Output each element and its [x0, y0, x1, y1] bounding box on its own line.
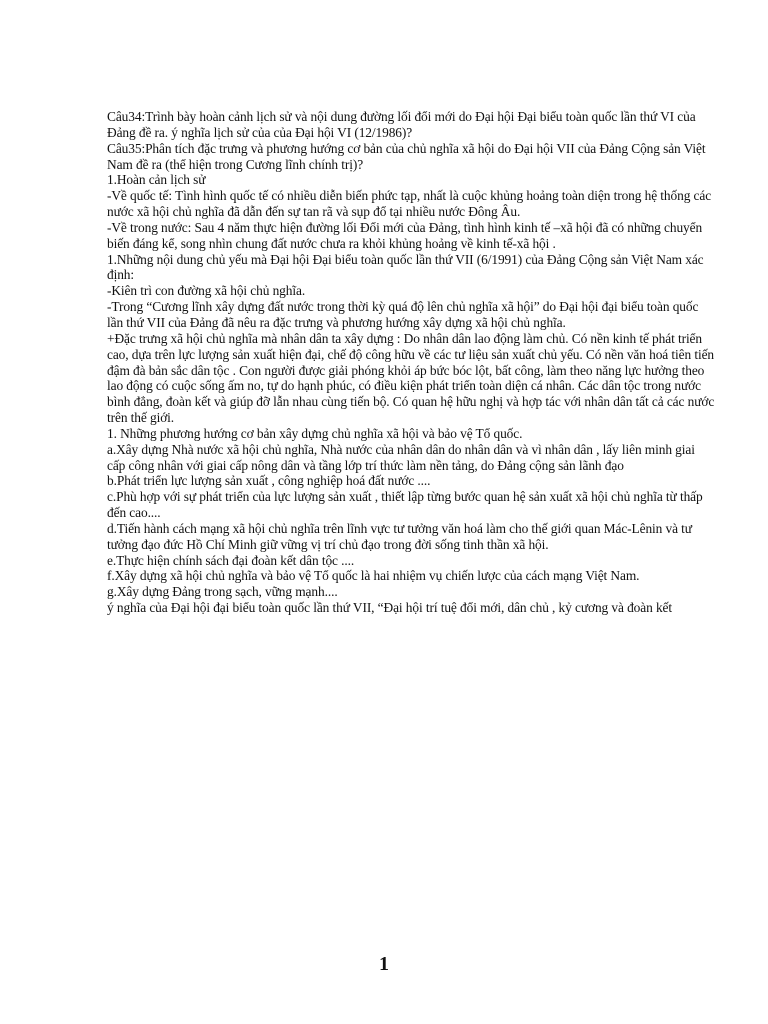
direction-item-g: g.Xây dựng Đảng trong sạch, vững mạnh.... — [107, 584, 338, 600]
question-34: Câu34:Trình bày hoàn cảnh lịch sử và nội dung đường lối đổi mới do Đại hội Đại biểu toàn quốc lần thứ VI của Đảng đề ra. ý nghĩa lịch sử của của Đại hội VI (12/1986)? — [107, 109, 696, 140]
paragraph-characteristics: +Đặc trưng xã hội chủ nghĩa mà nhân dân ta xây dựng : Do nhân dân lao động làm chủ. Có nền kinh tế phát triển cao, dựa trên lực lượng sản xuất hiện đại, chế độ công hữu về các tư liệu sản xuất chủ yếu. Có nền văn hoá tiên tiến đậm đà bản sắc dân tộc . Con người được giải phóng khỏi áp bức bóc lột, bất công, làm theo năng lực hưởng theo lao động có cuộc sống ấm no, tự do hạnh phúc, có điều kiện phát triển toàn diện cá nhân. Các dân tộc trong nước bình đẳng, đoàn kết và giúp đỡ lẫn nhau cùng tiến bộ. Có quan hệ hữu nghị và hợp tác với nhân dân tất cả các nước trên thế giới. — [107, 330, 715, 426]
paragraph-international-context: -Về quốc tế: Tình hình quốc tế có nhiều diễn biến phức tạp, nhất là cuộc khủng hoảng toàn diện trong hệ thống các nước xã hội chủ nghĩa đã dẫn đến sự tan rã và sụp đổ tại nhiều nước Đông Âu. — [107, 188, 712, 220]
section-heading-main-contents: 1.Những nội dung chủ yếu mà Đại hội Đại biểu toàn quốc lần thứ VII (6/1991) của Đảng Cộng sản Việt Nam xác định: — [107, 251, 704, 283]
direction-item-e: e.Thực hiện chính sách đại đoàn kết dân tộc .... — [107, 552, 355, 568]
question-35: Câu35:Phân tích đặc trưng và phương hướng cơ bản của chủ nghĩa xã hội do Đại hội VII của Đảng Cộng sản Việt Nam đề ra (thể hiện trong Cương lĩnh chính trị)? — [107, 140, 706, 172]
direction-item-b: b.Phát triển lực lượng sản xuất , công nghiệp hoá đất nước .... — [107, 473, 431, 489]
document-body — [107, 109, 715, 616]
paragraph-platform: -Trong “Cương lĩnh xây dựng đất nước trong thời kỳ quá độ lên chủ nghĩa xã hội” do Đại hội đại biểu toàn quốc lần thứ VII của Đảng đã nêu ra đặc trưng và phương hướng xây dựng xã hội chủ nghĩa. — [107, 299, 699, 330]
direction-item-c: c.Phù hợp với sự phát triển của lực lượng sản xuất , thiết lập từng bước quan hệ sản xuất xã hội chủ nghĩa từ thấp đến cao.... — [107, 489, 703, 521]
direction-item-d: d.Tiến hành cách mạng xã hội chủ nghĩa trên lĩnh vực tư tưởng văn hoá làm cho thế giới quan Mác-Lênin và tư tưởng đạo đức Hồ Chí Minh giữ vững vị trí chủ đạo trong đời sống tinh thần xã hội. — [107, 520, 692, 552]
paragraph-domestic-context: -Về trong nước: Sau 4 năm thực hiện đường lối Đổi mới của Đảng, tình hình kinh tế –xã hội đã có những chuyển biến đáng kể, song nhìn chung đất nước chưa ra khỏi khủng hoảng về kinh tế-xã hội . — [107, 219, 703, 251]
section-heading-historical-context: 1.Hoàn cản lịch sử — [107, 172, 206, 188]
paragraph-congress-significance: ý nghĩa của Đại hội đại biểu toàn quốc lần thứ VII, “Đại hội trí tuệ đổi mới, dân chủ , kỷ cương và đoàn kết — [107, 600, 673, 616]
section-heading-directions: 1. Những phương hướng cơ bản xây dựng chủ nghĩa xã hội và bảo vệ Tổ quốc. — [107, 425, 523, 441]
direction-item-a: a.Xây dựng Nhà nước xã hội chủ nghĩa, Nhà nước của nhân dân do nhân dân và vì nhân dân , lấy liên minh giai cấp công nhân với giai cấp nông dân và tầng lớp trí thức làm nền tảng, do Đảng cộng sản lãnh đạo — [107, 441, 695, 473]
page-number: 1 — [379, 953, 389, 975]
direction-item-f: f.Xây dựng xã hội chủ nghĩa và bảo vệ Tổ quốc là hai nhiệm vụ chiến lược của cách mạng Việt Nam. — [107, 568, 640, 584]
paragraph-socialist-path: -Kiên trì con đường xã hội chủ nghĩa. — [107, 283, 306, 299]
